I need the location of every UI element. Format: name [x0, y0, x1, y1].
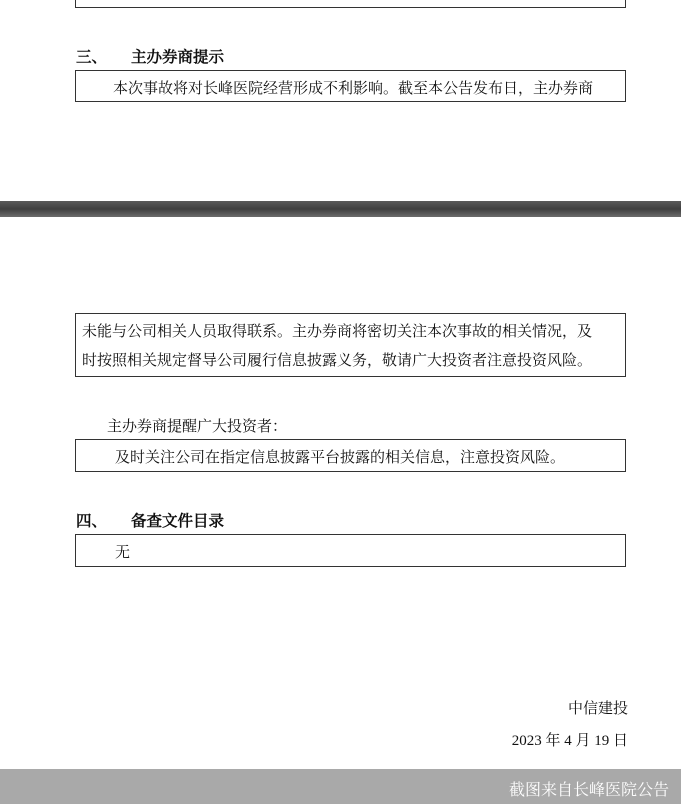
reference-docs-box	[75, 534, 626, 567]
section-3-number: 三、	[76, 47, 108, 66]
reminder-text: 及时关注公司在指定信息披露平台披露的相关信息，注意投资风险。	[115, 448, 566, 466]
signature-company: 中信建投	[567, 699, 628, 717]
reminder-box	[75, 439, 626, 472]
caption-text: 截图来自长峰医院公告	[508, 780, 669, 799]
section-4-number: 四、	[76, 511, 108, 530]
section-3-title: 主办券商提示	[131, 47, 225, 66]
page-divider	[0, 201, 681, 217]
broker-notice-box-part2	[75, 313, 626, 377]
signature-date: 2023 年 4 月 19 日	[511, 733, 628, 749]
previous-section-box	[75, 0, 626, 8]
broker-notice-box-part1	[75, 70, 626, 102]
broker-notice-line-1: 本次事故将对长峰医院经营形成不利影响。截至本公告发布日，主办券商	[113, 79, 594, 97]
caption-bar	[0, 769, 681, 804]
reminder-intro: 主办券商提醒广大投资者：	[107, 417, 288, 435]
section-4-title: 备查文件目录	[131, 511, 225, 530]
broker-notice-line-3: 时按照相关规定督导公司履行信息披露义务，敬请广大投资者注意投资风险。	[82, 351, 593, 369]
reference-docs-text: 无	[115, 543, 131, 561]
broker-notice-line-2: 未能与公司相关人员取得联系。主办券商将密切关注本次事故的相关情况，及	[82, 322, 593, 340]
